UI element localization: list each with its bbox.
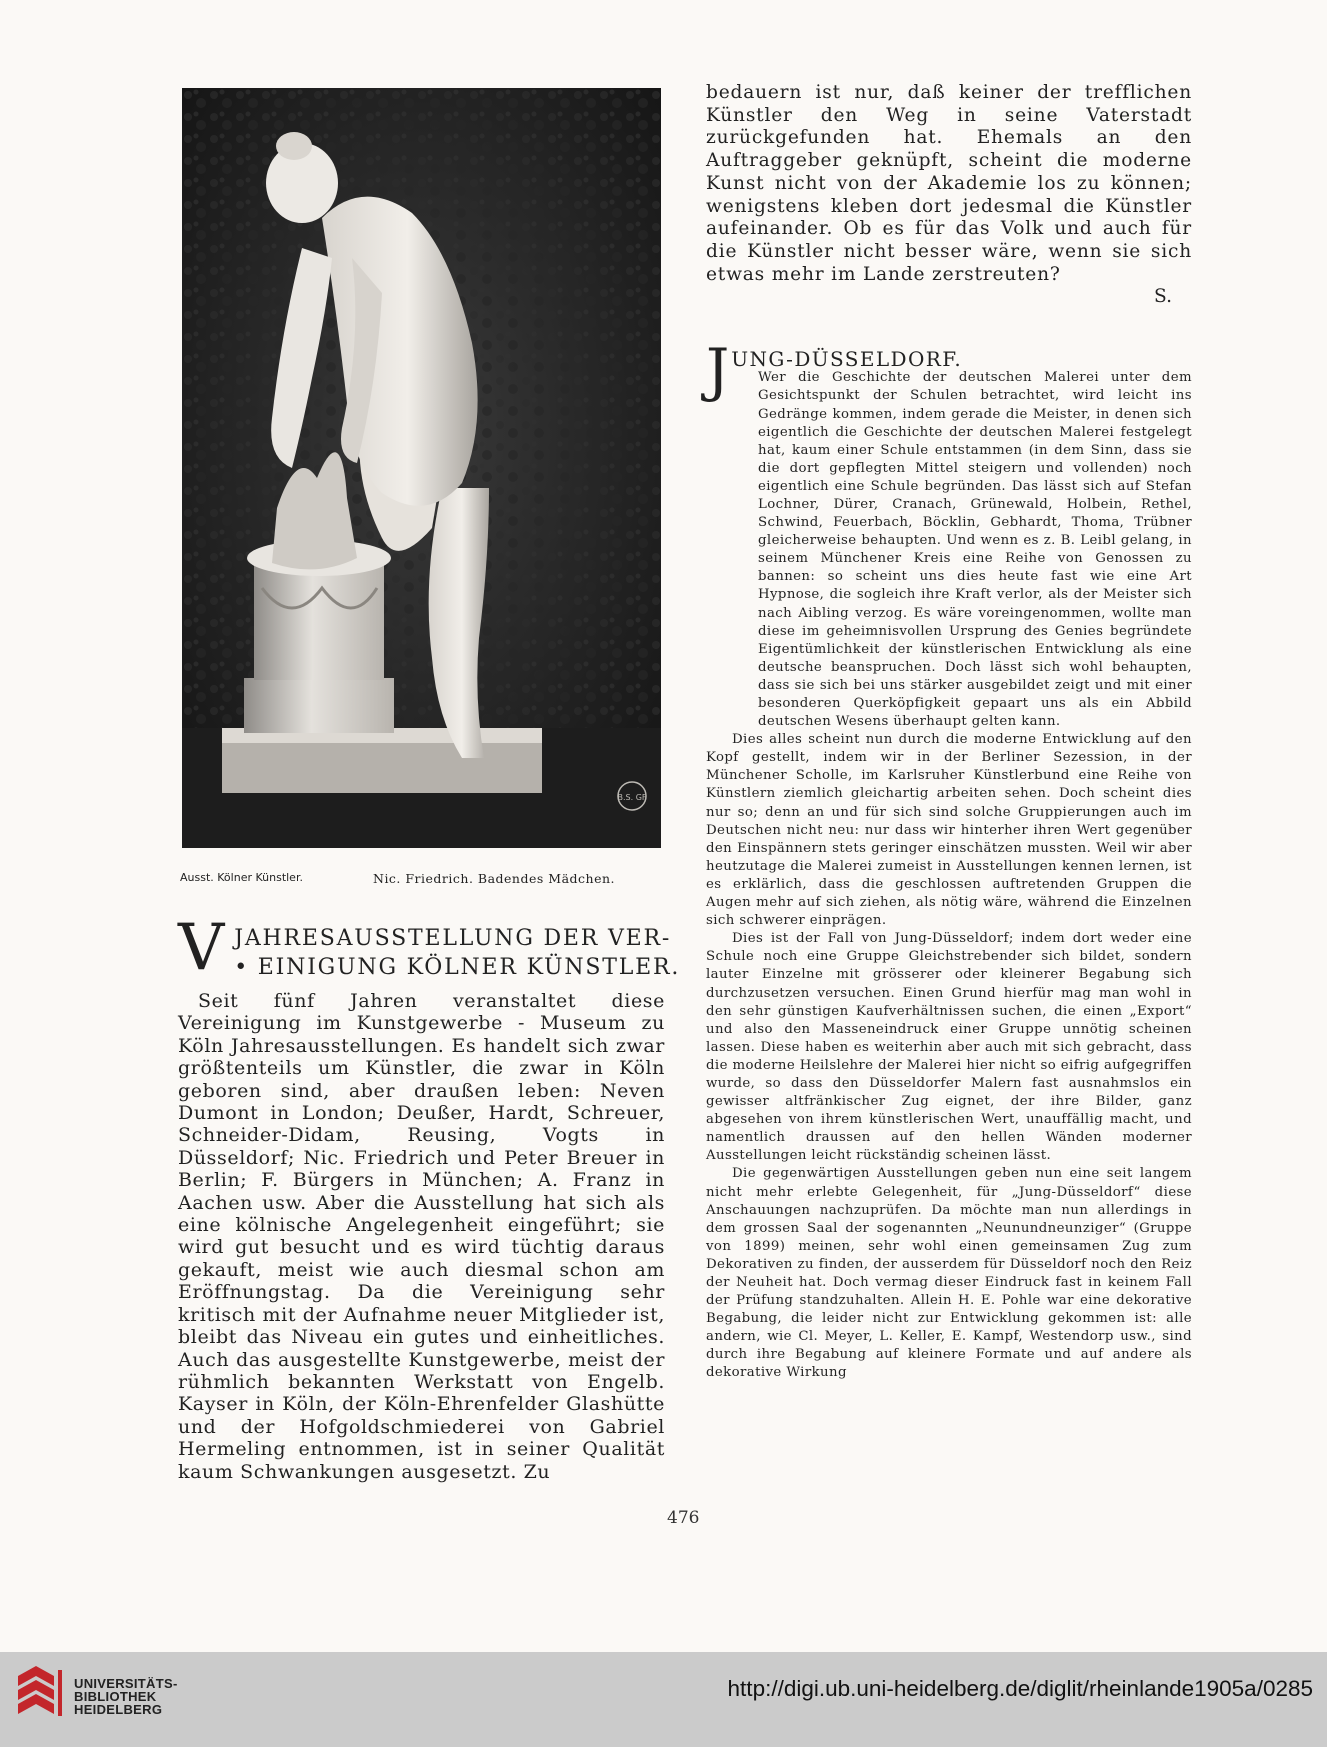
figure-caption-source: Ausst. Kölner Künstler. xyxy=(180,871,303,884)
library-line-1: UNIVERSITÄTS- xyxy=(74,1676,178,1691)
footer-bar xyxy=(0,1652,1327,1747)
right-column xyxy=(706,82,1192,1383)
article-koelner-kuenstler xyxy=(178,911,681,1483)
library-line-3: HEIDELBERG xyxy=(74,1702,163,1717)
continuation-paragraph: bedauern ist nur, daß keiner der trefflichen Künstler den Weg in seine Vaterstadt zurückgefunden hat. Ehemals an den Auftraggeber geknüpft, scheint die moderne Kunst nicht von der Akademie los zu können; wenigstens kleben dort jedesmal die Künstler aufeinander. Ob es für das Volk und auch für die Künstler nicht besser wäre, wenn sie sich etwas mehr im Lande zerstreuten? xyxy=(706,82,1192,285)
library-line-2: BIBLIOTHEK xyxy=(74,1689,157,1704)
author-signature: S. xyxy=(1154,286,1172,308)
paragraph-3: Dies ist der Fall von Jung-Düsseldorf; indem dort weder eine Schule noch eine Gruppe Gleichstrebender sich bildet, sondern lauter Einzelne mit grösserer oder kleinerer Begabung sich durchzusetzen versuchen. Einen Grund hierfür mag man wohl in den sehr günstigen Kaufverhältnissen suchen, die einen „Export“ und also den Masseneindruck einer Gruppe unnötig scheinen lassen. Diese haben es weiterhin aber auch mit sich gebracht, dass die moderne Heilslehre der Malerei hier nicht so eifrig aufgegriffen wurde, so dass den Düsseldorfer Malern fast ausnahmslos ein gewisser altfränkischer Zug eignet, der ihre Bilder, ganz abgesehen von ihrem künstlerischen Wert, unauffällig macht, und namentlich draussen auf den hellen Wänden moderner Ausstellungen leicht rückständig scheinen lässt. xyxy=(706,931,1192,1164)
dropcap-v: V xyxy=(178,911,225,985)
monogram-mark: B.S. GF xyxy=(617,793,647,802)
section-heading xyxy=(178,911,681,985)
sculpture-illustration xyxy=(182,88,661,848)
heading-line-1: JAHRESAUSSTELLUNG DER VER- xyxy=(234,926,672,951)
paragraph-2: Dies alles scheint nun durch die moderne Entwicklung auf den Kopf gestellt, indem wir in der Berliner Sezession, in der Münchener Scholle, im Karlsruher Künstlerbund eine Reihe von Künstlern ziemlich gleichartig arbeiten sehen. Doch scheint dies nur so; denn an und für sich sind solche Gruppierungen auch im Deutschen nicht neu: nur dass wir hinterher ihren Wert gegenüber den Einspännern stets geringer einschätzen mussten. Weil wir aber heutzutage die Malerei zumeist in Ausstellungen kennen lernen, ist es erklärlich, dass die geschlossen auftretenden Gruppen die Augen mehr auf sich ziehen, als nötig wäre, während die Einzelnen sich schwerer einprägen. xyxy=(706,732,1192,929)
library-name xyxy=(74,1677,178,1716)
paragraph-1: Wer die Geschichte der deutschen Malerei unter dem Gesichtspunkt der Schulen betrachtet, wird leicht ins Gedränge kommen, indem gerade die Meister, in denen sich eigentlich die Geschichte der deutschen Malerei festgelegt hat, kaum einer Schule entstammen (in dem Sinn, dass sie die dort gepflegten Mittel steigern und vollenden) noch eigentlich eine Schule begründen. Das lässt sich auf Stefan Lochner, Dürer, Cranach, Grünewald, Holbein, Rethel, Schwind, Feuerbach, Böcklin, Gebhardt, Thoma, Trübner gleicherweise behaupten. Und wenn es z. B. Leibl gelang, in seinem Münchener Kreis eine Reihe von Genossen zu bannen: so scheint uns dies heute fast wie eine Art Hypnose, die sogleich ihre Kraft verlor, als der Meister sich nach Aibling verzog. Es wäre voreingenommen, wollte man diese im geheimnisvollen Ursprung des Genies begründete Eigentümlichkeit der künstlerischen Entwicklung als eine deutsche beanspruchen. Doch lässt sich wohl behaupten, dass sie sich bei uns stärker ausgebildet zeigt und mit einer besonderen Querköpfigkeit gepaart uns als ein Abbild deutschen Wesens überhaupt gelten kann. xyxy=(758,370,1192,730)
article-paragraph: Seit fünf Jahren veranstaltet diese Vereinigung im Kunstgewerbe - Museum zu Köln Jahresausstellungen. Es handelt sich zwar größtenteils um Künstler, die zwar in Köln geboren sind, aber draußen leben: Neven Dumont in London; Deußer, Hardt, Schreuer, Schneider-Didam, Reusing, Vogts in Düsseldorf; Nic. Friedrich und Peter Breuer in Berlin; F. Bürgers in München; A. Franz in Aachen usw. Aber die Ausstellung hat sich als eine kölnische Angelegenheit eingeführt; sie wird gut besucht und es wird tüchtig daraus gekauft, meist wie auch diesmal schon am Eröffnungstag. Da die Vereinigung sehr kritisch mit der Aufnahme neuer Mitglieder ist, bleibt das Niveau ein gutes und einheitliches. Auch das ausgestellte Kunstgewerbe, meist der rühmlich bekannten Werkstatt von Engelb. Kayser in Köln, der Köln-Ehrenfelder Glashütte und der Hofgoldschmiederei von Gabriel Hermeling entnommen, ist in seiner Qualität kaum Schwankungen ausgesetzt. Zu xyxy=(178,990,665,1483)
heading-title: UNG-DÜSSELDORF. xyxy=(731,347,963,372)
figure-caption-title: Nic. Friedrich. Badendes Mädchen. xyxy=(373,871,616,886)
heading-line-2: • EINIGUNG KÖLNER KÜNSTLER. xyxy=(234,955,681,980)
dropcap-j: J xyxy=(706,336,730,405)
permalink-url[interactable]: http://digi.ub.uni-heidelberg.de/diglit/rheinlande1905a/0285 xyxy=(727,1676,1313,1701)
university-library-logo-icon xyxy=(14,1664,66,1722)
sculpture-photo xyxy=(182,88,661,848)
page-number: 476 xyxy=(667,1508,700,1528)
paragraph-4: Die gegenwärtigen Ausstellungen geben nun eine seit langem nicht mehr erlebte Gelegenheit, für „Jung-Düsseldorf“ diese Anschauungen nachzuprüfen. Da möchte man nun allerdings in dem grossen Saal der sogenannten „Neunundneunziger“ (Gruppe von 1899) meinen, sehr wohl einen gemeinsamen Zug zum Dekorativen zu finden, der ausserdem für Düsseldorf noch den Reiz der Neuheit hat. Doch vermag dieser Eindruck fast in keinem Fall der Prüfung standzuhalten. Allein H. E. Pohle war eine dekorative Begabung, die leider nicht zur Entwicklung gekommen ist: alle andern, wie Cl. Meyer, L. Keller, E. Kampf, Westendorp usw., sind durch ihre Begabung auf kleinere Formate und auf andere als dekorative Wirkung xyxy=(706,1166,1192,1381)
